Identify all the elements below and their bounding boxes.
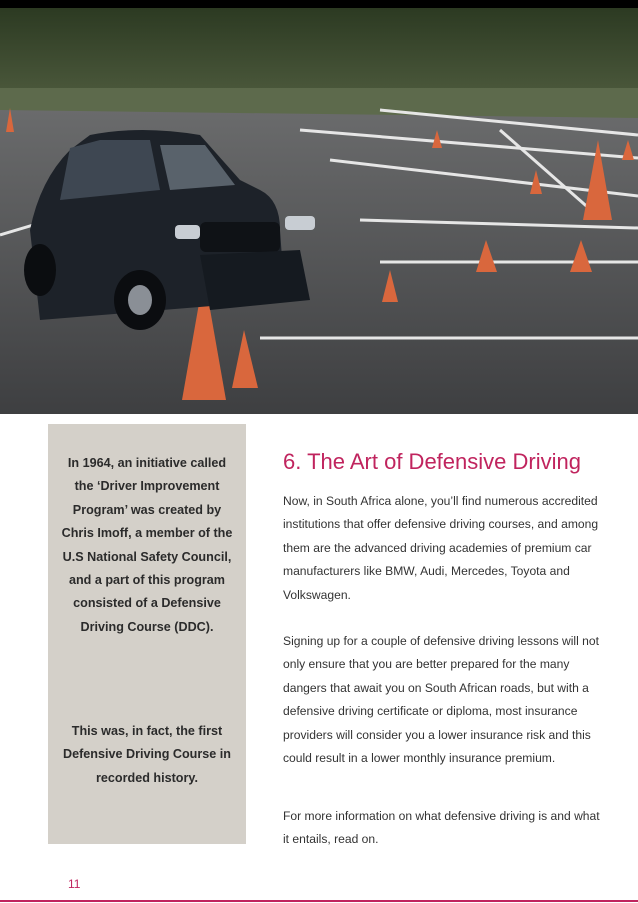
sidebar-paragraph-1: In 1964, an initiative called the ‘Driver Improvement Program’ was created by Chris Imoff, a member of the U.S National Safety Council, and a part of this program consisted of a Defensive Driving Course (DDC). bbox=[61, 456, 233, 634]
footer-rule bbox=[0, 900, 638, 902]
sidebar-fact-box bbox=[48, 424, 246, 844]
section-heading: 6. The Art of Defensive Driving bbox=[283, 449, 581, 474]
hero-photo bbox=[0, 0, 638, 414]
tree-line bbox=[0, 8, 638, 100]
page-number: 11 bbox=[68, 877, 81, 891]
body-paragraph-2: Signing up for a couple of defensive driving lessons will not only ensure that you are better prepared for the many dangers that await you on South African roads, but with a defensive driving certificate or diploma, most insurance providers will consider you a lower insurance risk and this could result in a lower monthly insurance premium. bbox=[283, 634, 599, 766]
top-black-bar bbox=[0, 0, 638, 8]
sidebar-paragraph-2: This was, in fact, the first Defensive Driving Course in recorded history. bbox=[63, 724, 231, 785]
body-paragraph-1: Now, in South Africa alone, you’ll find numerous accredited institutions that offer defensive driving courses, and among them are the advanced driving academies of premium car manufacturers like BMW, Audi, Mercedes, Toyota and Volkswagen. bbox=[283, 494, 599, 602]
car-photo-illustration bbox=[0, 0, 638, 414]
body-paragraph-3: For more information on what defensive driving is and what it entails, read on. bbox=[283, 809, 600, 847]
